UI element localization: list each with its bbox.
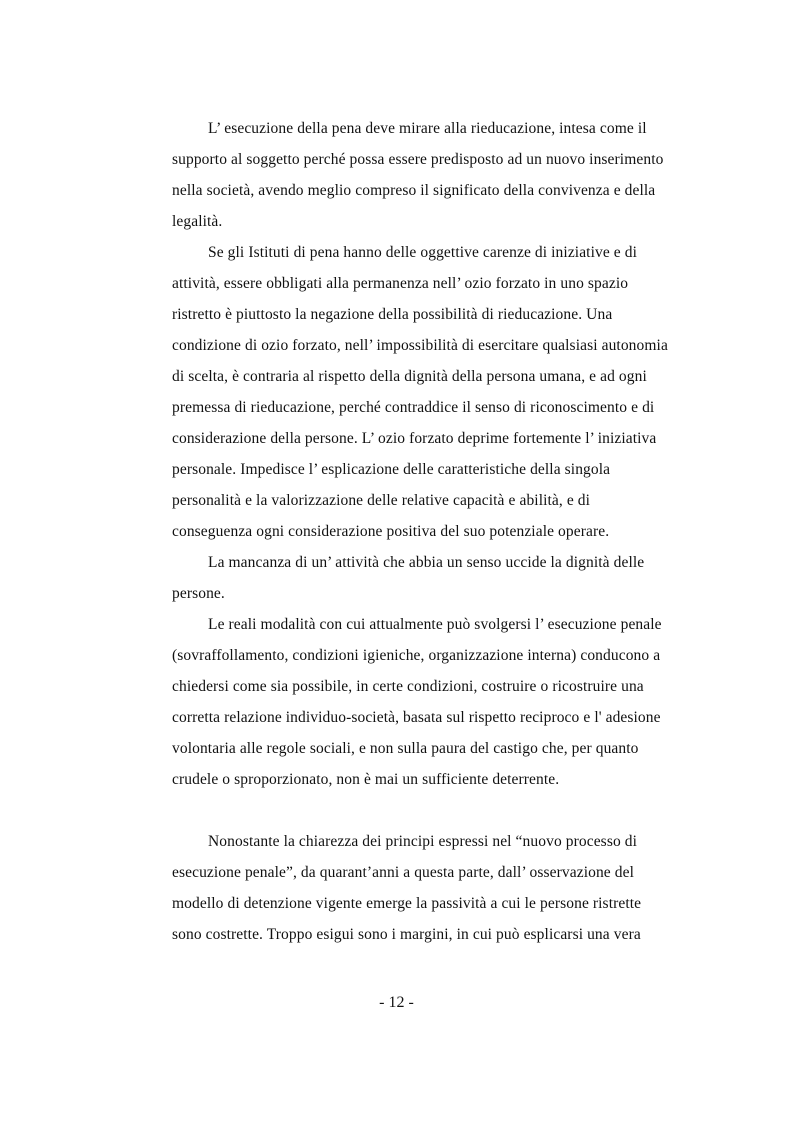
paragraph-3-line-1: La mancanza di un’ attività che abbia un senso uccide la dignità delle [208,554,645,571]
paragraph-4-line-5: volontaria alle regole sociali, e non sulla paura del castigo che, per quanto [172,740,639,757]
paragraph-1-line-4: legalità. [172,213,223,230]
page-number: - 12 - [379,994,414,1011]
paragraph-5-line-1: Nonostante la chiarezza dei principi espressi nel “nuovo processo di [208,833,638,850]
paragraph-4-line-6: crudele o sproporzionato, non è mai un sufficiente deterrente. [172,771,560,788]
paragraph-1-line-3: nella società, avendo meglio compreso il significato della convivenza e della [172,182,656,199]
paragraph-1-line-2: supporto al soggetto perché possa essere predisposto ad un nuovo inserimento [172,151,664,168]
paragraph-2-line-3: ristretto è piuttosto la negazione della possibilità di rieducazione. Una [172,306,613,323]
paragraph-2-line-2: attività, essere obbligati alla permanenza nell’ ozio forzato in uno spazio [172,275,629,292]
paragraph-4-line-4: corretta relazione individuo-società, basata sul rispetto reciproco e l' adesione [172,709,661,726]
paragraph-5-line-3: modello di detenzione vigente emerge la passività a cui le persone ristrette [172,895,642,912]
paragraph-2-line-4: condizione di ozio forzato, nell’ impossibilità di esercitare qualsiasi autonomia [172,337,668,354]
paragraph-2-line-7: considerazione della persone. L’ ozio forzato deprime fortemente l’ iniziativa [172,430,657,447]
paragraph-1-line-1: L’ esecuzione della pena deve mirare alla rieducazione, intesa come il [208,120,647,137]
paragraph-4-line-3: chiedersi come sia possibile, in certe condizioni, costruire o ricostruire una [172,678,644,695]
paragraph-2-line-1: Se gli Istituti di pena hanno delle oggettive carenze di iniziative e di [208,244,638,261]
paragraph-4-line-1: Le reali modalità con cui attualmente può svolgersi l’ esecuzione penale [208,616,662,633]
paragraph-2-line-9: personalità e la valorizzazione delle relative capacità e abilità, e di [172,492,591,509]
paragraph-2-line-10: conseguenza ogni considerazione positiva del suo potenziale operare. [172,523,610,540]
paragraph-2-line-8: personale. Impedisce l’ esplicazione delle caratteristiche della singola [172,461,611,478]
paragraph-2-line-6: premessa di rieducazione, perché contraddice il senso di riconoscimento e di [172,399,655,416]
paragraph-5-line-2: esecuzione penale”, da quarant’anni a questa parte, dall’ osservazione del [172,864,634,881]
paragraph-4-line-2: (sovraffollamento, condizioni igieniche, organizzazione interna) conducono a [172,647,661,664]
paragraph-3-line-2: persone. [172,585,225,602]
paragraph-5-line-4: sono costrette. Troppo esigui sono i margini, in cui può esplicarsi una vera [172,926,641,943]
paragraph-2-line-5: di scelta, è contraria al rispetto della dignità della persona umana, e ad ogni [172,368,647,385]
